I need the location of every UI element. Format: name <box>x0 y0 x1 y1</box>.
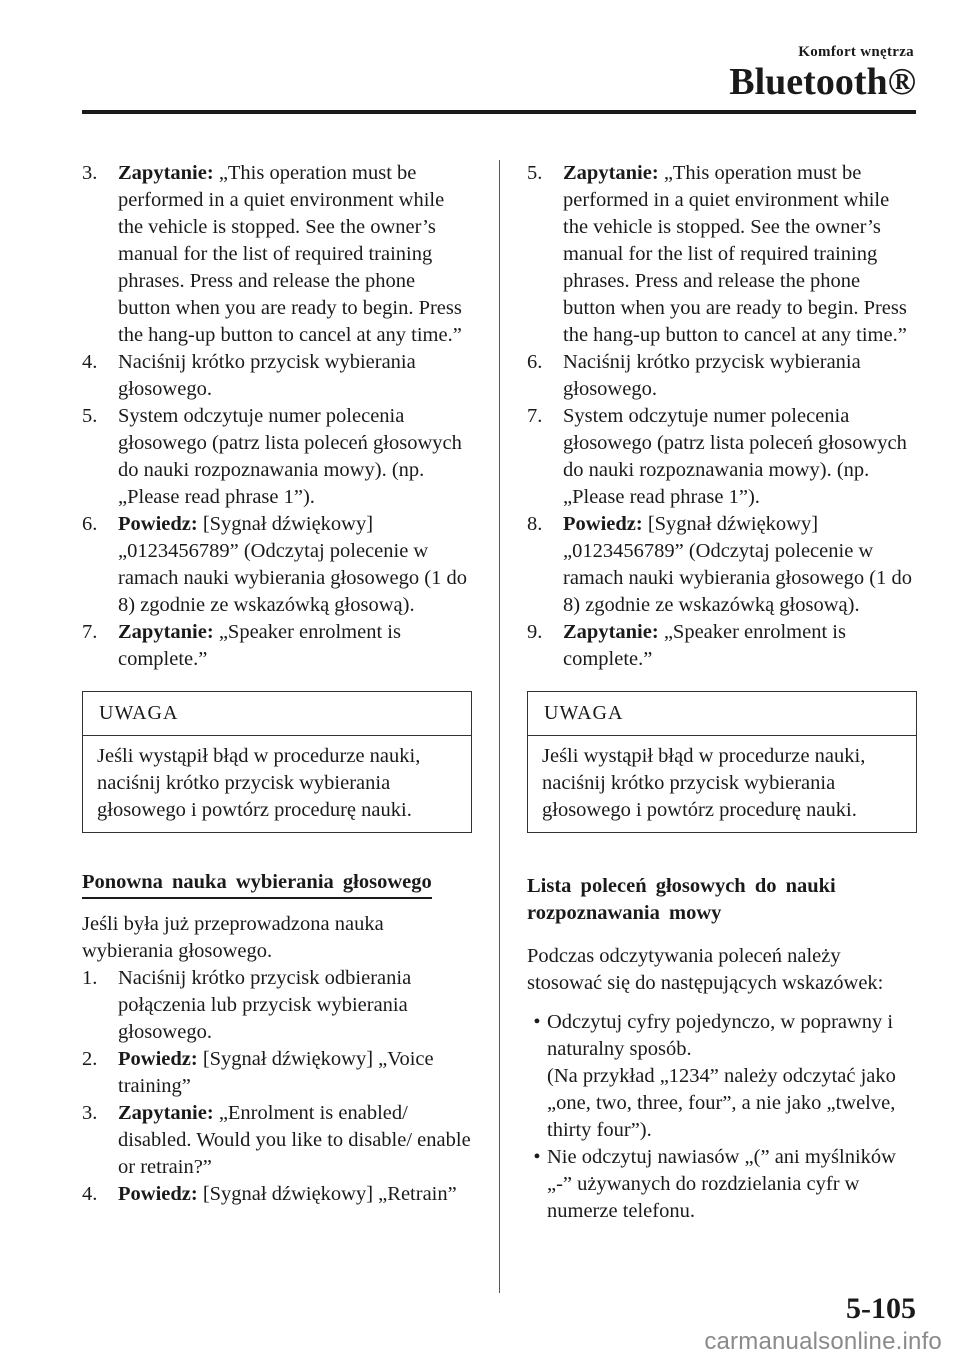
bullet-item: • Odczytuj cyfry pojedynczo, w poprawny i naturalny sposób. (Na przykład „1234” należy odczytać jako „one, two, three, four”, a nie jako „twelve, thirty four”). <box>527 1009 917 1144</box>
step-item: 8. Powiedz: [Sygnał dźwiękowy] „0123456789” (Odczytaj polecenie w ramach nauki wybierania głosowego (1 do 8) zgodnie ze wskazówką głosową). <box>527 513 912 616</box>
page-number: 5-105 <box>846 1292 916 1325</box>
step-item: 4. Powiedz: [Sygnał dźwiękowy] „Retrain” <box>82 1183 457 1205</box>
step-item: 1. Naciśnij krótko przycisk odbierania połączenia lub przycisk wybierania głosowego. <box>82 967 412 1043</box>
bullet-list <box>527 1009 917 1225</box>
step-item: 7. System odczytuje numer polecenia głosowego (patrz lista poleceń głosowych do nauki rozpoznawania mowy). (np. „Please read phrase 1”). <box>527 405 907 508</box>
steps-list <box>82 160 472 673</box>
note-body: Jeśli wystąpił błąd w procedurze nauki, naciśnij krótko przycisk wybierania głosowego i powtórz procedurę nauki. <box>97 745 421 821</box>
steps-list <box>82 965 472 1208</box>
note-body: Jeśli wystąpił błąd w procedurze nauki, naciśnij krótko przycisk wybierania głosowego i powtórz procedurę nauki. <box>542 745 866 821</box>
section-title: Ponowna nauka wybierania głosowego <box>82 869 432 899</box>
right-column <box>527 160 917 1225</box>
section-title: Lista poleceń głosowych do nauki rozpoznawania mowy <box>527 875 836 924</box>
note-heading: UWAGA <box>83 692 471 736</box>
steps-list <box>527 160 917 673</box>
left-column <box>82 160 472 1208</box>
step-item: 3. Zapytanie: „Enrolment is enabled/ disabled. Would you like to disable/ enable or retrain?” <box>82 1102 471 1178</box>
section-intro: Podczas odczytywania poleceń należy stosować się do następujących wskazówek: <box>527 945 884 994</box>
header-section: Komfort wnętrza <box>798 44 914 60</box>
bullet-icon: • <box>533 1011 541 1033</box>
note-heading: UWAGA <box>528 692 916 736</box>
bullet-item: • Nie odczytuj nawiasów „(” ani myślników „-” używanych do rozdzielania cyfr w numerze telefonu. <box>527 1144 917 1225</box>
step-item: 7. Zapytanie: „Speaker enrolment is complete.” <box>82 621 401 670</box>
section-intro: Jeśli była już przeprowadzona nauka wybierania głosowego. <box>82 913 384 962</box>
page-title: Bluetooth® <box>729 61 916 103</box>
step-item: 6. Powiedz: [Sygnał dźwiękowy] „0123456789” (Odczytaj polecenie w ramach nauki wybierania głosowego (1 do 8) zgodnie ze wskazówką głosową). <box>82 513 467 616</box>
note-box <box>82 691 472 833</box>
step-item: 2. Powiedz: [Sygnał dźwiękowy] „Voice training” <box>82 1048 434 1097</box>
step-item: 5. System odczytuje numer polecenia głosowego (patrz lista poleceń głosowych do nauki rozpoznawania mowy). (np. „Please read phrase 1”). <box>82 405 462 508</box>
step-item: 5. Zapytanie: „This operation must be performed in a quiet environment while the vehicle is stopped. See the owner’s manual for the list of required training phrases. Press and release the phone button when you are ready to begin. Press the hang-up button to cancel at any time.” <box>527 162 907 346</box>
watermark: carmanualsonline.info <box>704 1328 942 1355</box>
step-item: 9. Zapytanie: „Speaker enrolment is complete.” <box>527 621 846 670</box>
note-box <box>527 691 917 833</box>
step-item: 6. Naciśnij krótko przycisk wybierania głosowego. <box>527 351 861 400</box>
column-divider <box>499 160 500 1293</box>
step-item: 4. Naciśnij krótko przycisk wybierania głosowego. <box>82 351 416 400</box>
header-rule <box>82 110 916 114</box>
bullet-icon: • <box>533 1146 541 1168</box>
step-item: 3. Zapytanie: „This operation must be performed in a quiet environment while the vehicle is stopped. See the owner’s manual for the list of required training phrases. Press and release the phone button when you are ready to begin. Press the hang-up button to cancel at any time.” <box>82 162 462 346</box>
